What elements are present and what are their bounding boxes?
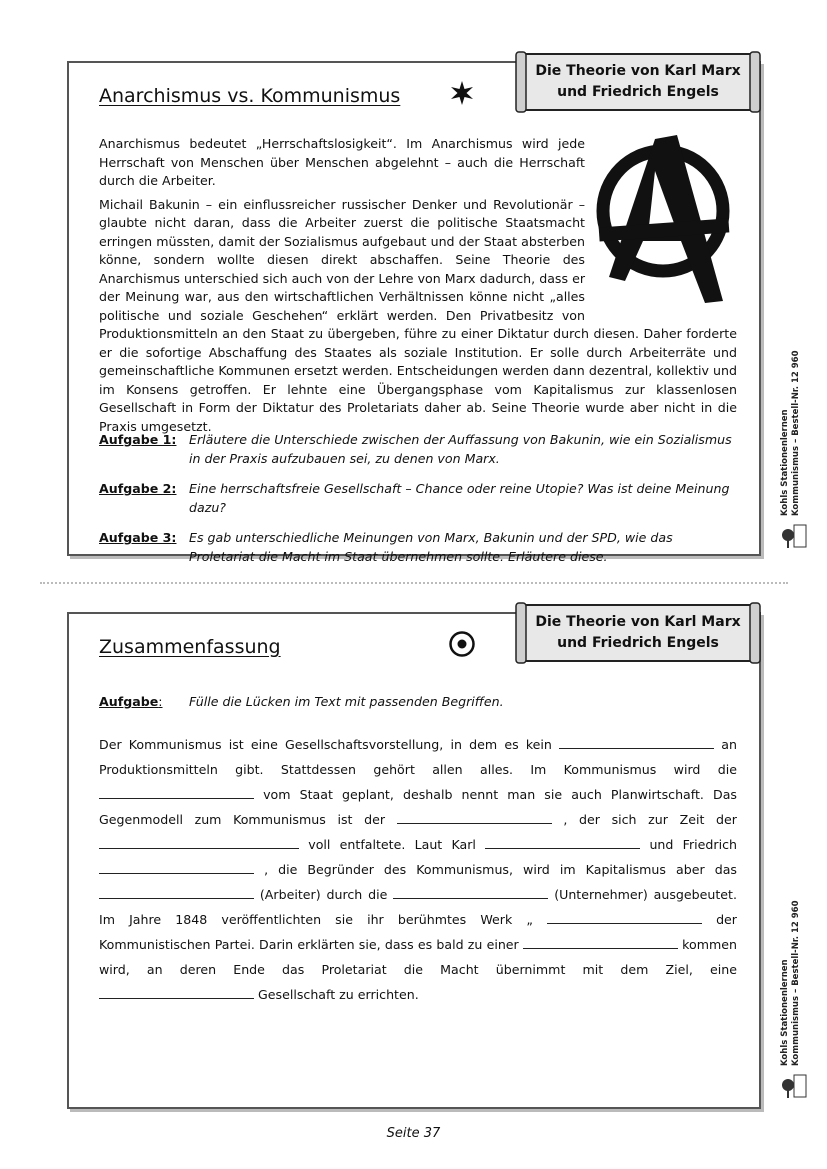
card-title: Zusammenfassung <box>99 636 281 658</box>
task-item: Aufgabe: Fülle die Lücken im Text mit passenden Begriffen. <box>99 694 739 709</box>
target-icon <box>448 630 476 658</box>
task-label: Aufgabe 1 <box>99 432 172 447</box>
sidebar-series: Kohls Stationenlernen <box>780 409 790 516</box>
task-item: Aufgabe 2: Eine herrschaftsfreie Gesellschaft – Chance oder reine Utopie? Was ist deine Meinung dazu? <box>99 480 739 517</box>
publisher-sidebar <box>780 846 808 1096</box>
cloze-segment: vom Staat geplant, deshalb nennt man sie auch Planwirtschaft. Das Gegenmodell zum Kommunismus ist der <box>99 787 737 827</box>
task-text: Fülle die Lücken im Text mit passenden Begriffen. <box>189 694 504 709</box>
cloze-segment: Der Kommunismus ist eine Gesellschaftsvorstellung, in dem es kein <box>99 737 552 752</box>
topic-banner <box>514 50 762 114</box>
cloze-segment: an Produktionsmitteln gibt. Stattdessen gehört allen alles. Im Kommunismus wird die <box>99 737 737 777</box>
anarchy-symbol-image <box>595 131 737 309</box>
answer-blank[interactable] <box>99 859 254 874</box>
cloze-segment: der Kommunistischen Partei. Darin erklärten sie, dass es bald zu einer <box>99 912 737 952</box>
task-label: Aufgabe 2 <box>99 481 172 496</box>
sidebar-series: Kohls Stationenlernen <box>780 959 790 1066</box>
cloze-segment: (Unternehmer) ausgebeutet. Im Jahre 1848 veröffentlichten sie ihr berühmtes Werk „ <box>99 887 737 927</box>
paragraph-definition: Anarchismus bedeutet „Herrschaftslosigkeit“. Im Anarchismus wird jede Herrschaft von Menschen über Menschen abgelehnt – auch die Herrschaft durch die Arbeiter. <box>99 136 585 188</box>
task-item: Aufgabe 1: Erläutere die Unterschiede zwischen der Auffassung von Bakunin, wie ein Sozialismus in der Praxis aufzubauen sei, zu denen von Marx. <box>99 431 739 468</box>
cloze-segment: , der sich zur Zeit der <box>563 812 737 827</box>
worksheet-card-anarchismus <box>67 61 761 564</box>
banner-line: Die Theorie von Karl Marx <box>535 63 741 79</box>
cloze-segment: kommen wird, an deren Ende das Proletariat die Macht übernimmt mit dem Ziel, eine <box>99 937 737 977</box>
task-list <box>99 431 739 578</box>
paragraph-bakunin: Michail Bakunin – ein einflussreicher russischer Denker und Revolutionär – glaubte nicht daran, dass die Arbeiter zuerst die politische Staatsmacht erringen müssten, damit der Sozialismus aufgebaut und der Staat absterben könne, sondern wollte diesen direkt abschaffen. Seine Theorie des Anarchismus unterschied sich auch von der Lehre von Marx dadurch, dass er der Meinung war, aus den wirtschaftlichen Verhältnissen könne nicht „alles politische und soziale Geschehen“ erklärt werden. Den Privatbesitz von Produktionsmitteln an den Staat zu übergeben, führe zu einer Diktatur durch diesen. Daher forderte er die sofortige Abschaffung des Staates als soziale Institution. Er solle durch Arbeiterräte und gemeinschaftliche Kommunen ersetzt werden. Entscheidungen werden dann dezentral, kollektiv und im Konsens getroffen. Er lehnte eine Übergangsphase vom Kapitalismus zur klassenlosen Gesellschaft in Form der Diktatur des Proletariats daher ab. Seine Theorie wurde aber nicht in die Praxis umgesetzt. <box>99 196 737 434</box>
answer-blank[interactable] <box>485 834 640 849</box>
cloze-segment: (Arbeiter) durch die <box>259 887 388 902</box>
sidebar-order-number: Kommunismus – Bestell-Nr. 12 960 <box>791 900 801 1066</box>
banner-line: und Friedrich Engels <box>557 635 719 651</box>
kohl-verlag-logo <box>780 521 808 551</box>
kohl-verlag-logo <box>780 1071 808 1101</box>
answer-blank[interactable] <box>523 934 678 949</box>
page-number: Seite 37 <box>386 1126 441 1141</box>
answer-blank[interactable] <box>559 734 714 749</box>
answer-blank[interactable] <box>99 884 254 899</box>
card-body <box>99 135 737 441</box>
worksheet-card-zusammenfassung <box>67 612 761 1109</box>
task-label: Aufgabe 3 <box>99 530 172 545</box>
banner-line: und Friedrich Engels <box>557 84 719 100</box>
answer-blank[interactable] <box>397 809 552 824</box>
cloze-text <box>99 732 737 1007</box>
banner-line: Die Theorie von Karl Marx <box>535 614 741 630</box>
star-icon <box>449 80 475 106</box>
task-text: Es gab unterschiedliche Meinungen von Marx, Bakunin und der SPD, wie das Proletariat die Macht im Staat übernehmen sollte. Erläutere diese. <box>189 530 673 564</box>
task-text: Erläutere die Unterschiede zwischen der Auffassung von Bakunin, wie ein Sozialismus in der Praxis aufzubauen sei, zu denen von Marx. <box>189 432 732 466</box>
section-divider <box>40 582 788 584</box>
card-title: Anarchismus vs. Kommunismus <box>99 85 401 107</box>
task-item: Aufgabe 3: Es gab unterschiedliche Meinungen von Marx, Bakunin und der SPD, wie das Proletariat die Macht im Staat übernehmen sollte. Erläutere diese. <box>99 529 739 566</box>
cloze-segment: Gesellschaft zu errichten. <box>258 987 419 1002</box>
topic-banner <box>514 601 762 665</box>
answer-blank[interactable] <box>99 784 254 799</box>
cloze-segment: voll entfaltete. Laut Karl <box>308 837 476 852</box>
answer-blank[interactable] <box>393 884 548 899</box>
publisher-sidebar <box>780 296 808 546</box>
cloze-segment: , die Begründer des Kommunismus, wird im Kapitalismus aber das <box>264 862 737 877</box>
answer-blank[interactable] <box>99 984 254 999</box>
answer-blank[interactable] <box>547 909 702 924</box>
answer-blank[interactable] <box>99 834 299 849</box>
sidebar-order-number: Kommunismus – Bestell-Nr. 12 960 <box>791 350 801 516</box>
task-label: Aufgabe <box>99 694 159 709</box>
task-text: Eine herrschaftsfreie Gesellschaft – Chance oder reine Utopie? Was ist deine Meinung dazu? <box>189 481 730 515</box>
cloze-segment: und Friedrich <box>649 837 737 852</box>
